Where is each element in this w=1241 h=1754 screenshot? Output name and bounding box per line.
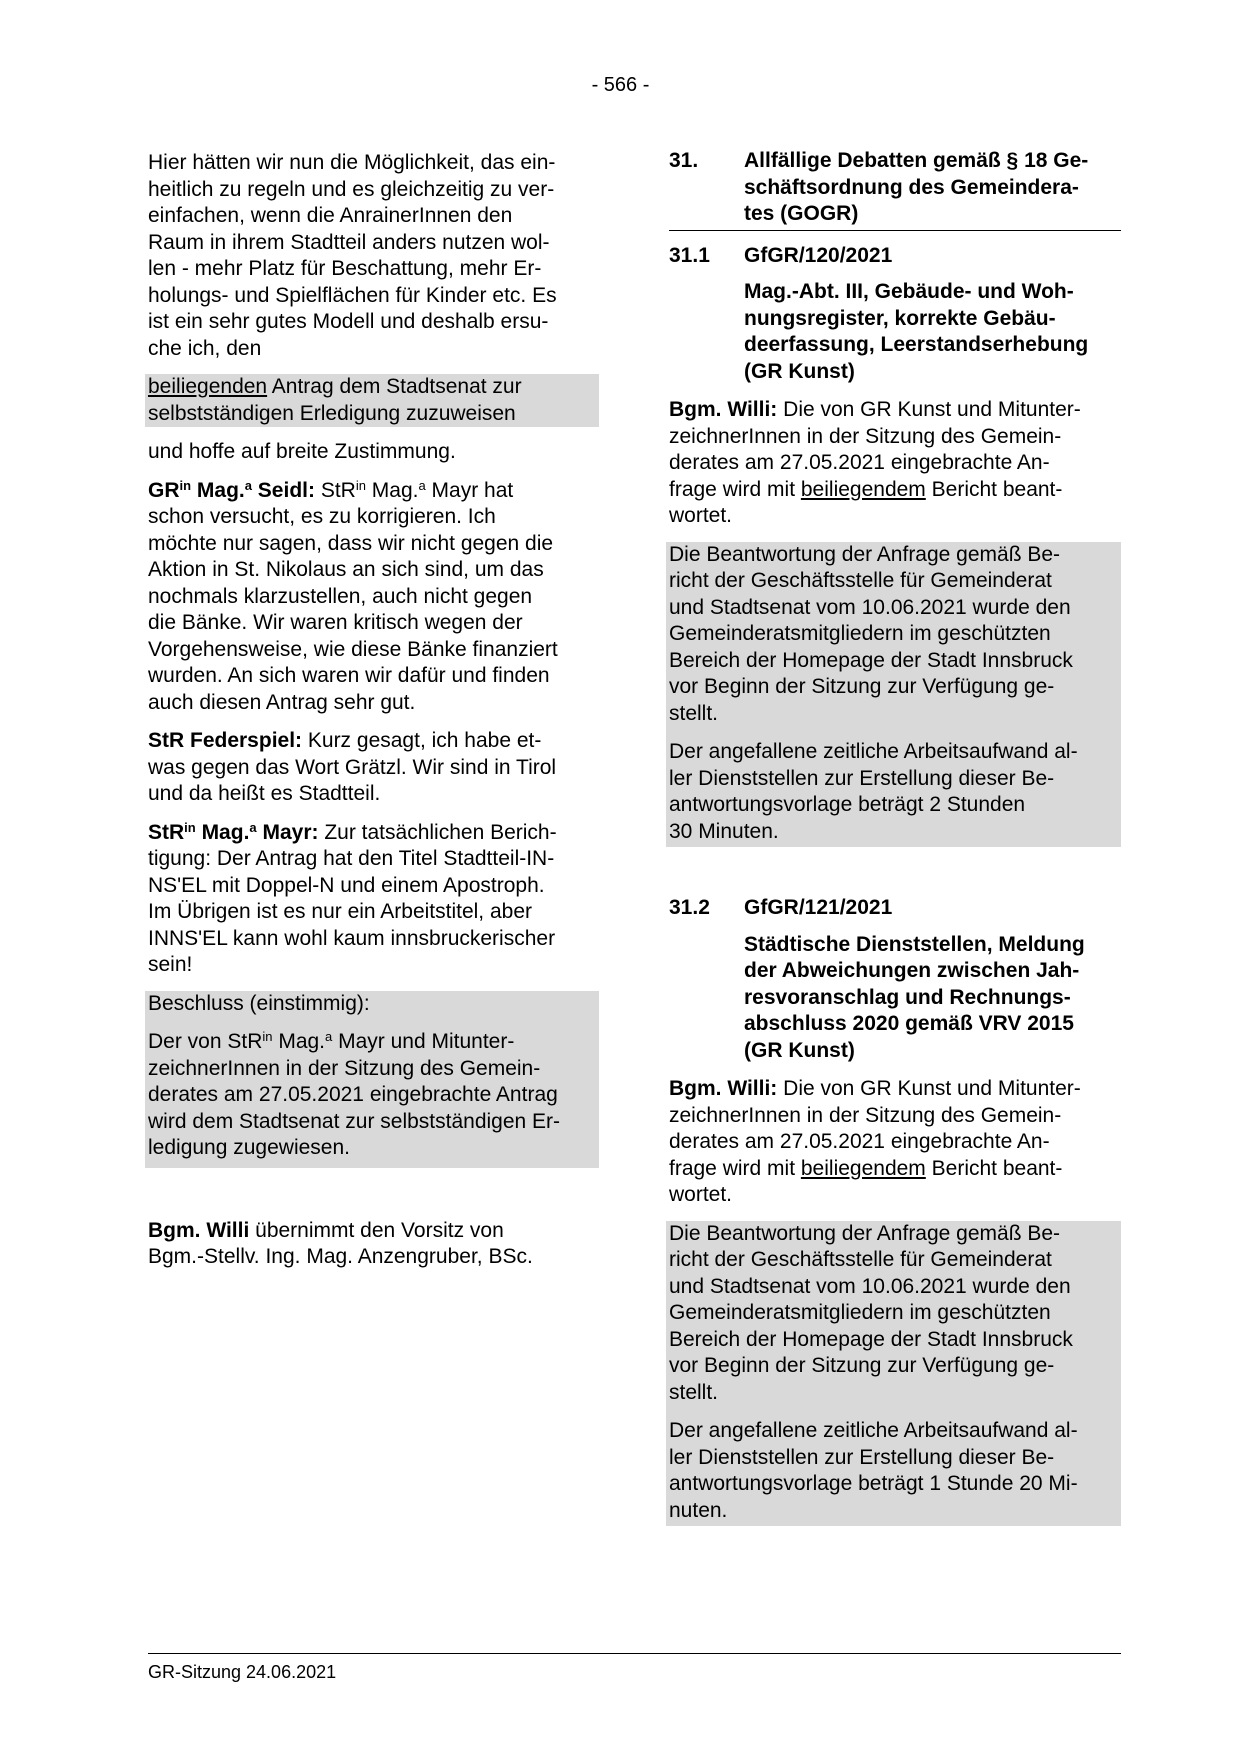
resolution-label: Beschluss (einstimmig): [145,991,599,1030]
agenda-item-31-2: 31.2 GfGR/121/2021 [669,896,893,919]
agenda-item-31-1-answer: Die Beantwortung der Anfrage gemäß Be- richt der Geschäftsstelle für Gemeinderat und Stadtsenat vom 10.06.2021 wurde den Gemeinderatsmitgliedern im geschützten Bereich der Homepage der Stadt Innsbruck vor Beginn der Sitzung zur Verfügung ge- stellt. [666,542,1121,740]
agenda-item-31-1-effort: Der angefallene zeitliche Arbeitsaufwand al- ler Dienststellen zur Erstellung dieser Be- antwortungsvorlage beträgt 2 Stunden 30 Minuten. [666,739,1121,847]
agenda-item-31-2-answer: Die Beantwortung der Anfrage gemäß Be- richt der Geschäftsstelle für Gemeinderat und Stadtsenat vom 10.06.2021 wurde den Gemeinderatsmitgliedern im geschützten Bereich der Homepage der Stadt Innsbruck vor Beginn der Sitzung zur Verfügung ge- stellt. [666,1221,1121,1419]
speaker-federspiel: StR Federspiel: Kurz gesagt, ich habe et- was gegen das Wort Grätzl. Wir sind in Tirol und da heißt es Stadtteil. [148,729,557,805]
intro-paragraph: Hier hätten wir nun die Möglichkeit, das ein- heitlich zu regeln und es gleichzeitig zu ver- einfachen, wenn die AnrainerInnen den Raum in ihrem Stadtteil anders nutzen wol- len - mehr Platz für Beschattung, mehr Er- holungs- und Spielflächen für Kinder etc. Es ist ein sehr gutes Modell und deshalb ersu- che ich, den [148,151,557,360]
chair-change: Bgm. Willi übernimmt den Vorsitz von Bgm.-Stellv. Ing. Mag. Anzengruber, BSc. [148,1218,533,1268]
agenda-item-31: 31. Allfällige Debatten gemäß § 18 Ge- schäftsordnung des Gemeindera- tes (GOGR) [669,148,1121,231]
speaker-seidl: $GR^{in}$ Mag.$^a$ Seidl: StR$^{in}$ Mag.$^a$ Mayr hat schon versucht, es zu korrigieren. Ich möchte nur sagen, dass wir nicht gegen die Aktion in St. Nikolaus an sich sind, um das nochmals klarzustellen, auch nicht gegen die Bänke. Wir waren kritisch wegen der Vorgehensweise, wie diese Bänke finanziert wurden. An sich waren wir dafür und finden auch diesen Antrag sehr gut. [148,477,558,714]
speaker-mayr: StR$^{in}$ Mag.$^a$ Mayr: Zur tatsächlichen Berich- tigung: Der Antrag hat den Titel Stadtteil-IN- NS'EL mit Doppel-N und einem Apostroph. Im Übrigen ist es nur ein Arbeitstitel, aber INNS'EL kann wohl kaum innsbruckerischer sein! [148,819,557,976]
agenda-item-31-2-effort: Der angefallene zeitliche Arbeitsaufwand al- ler Dienststellen zur Erstellung dieser Be- antwortungsvorlage beträgt 1 Stunde 20 Mi- nuten. [666,1418,1121,1526]
page-number: - 566 - [591,74,650,96]
agenda-item-31-2-title: Städtische Dienststellen, Meldung der Abweichungen zwischen Jah- resvoranschlag und Rechnungs- abschluss 2020 gemäß VRV 2015 (GR Kunst) [744,932,1085,1062]
approval-request: und hoffe auf breite Zustimmung. [148,440,456,463]
motion-text: beiliegenden Antrag dem Stadtsenat zur selbstständigen Erledigung zuzuweisen [145,374,599,427]
agenda-item-31-1-speech: Bgm. Willi: Die von GR Kunst und Mitunter- zeichnerInnen in der Sitzung des Gemein- derates am 27.05.2021 eingebrachte An- frage wird mit beiliegendem Bericht beant- wortet. [669,398,1081,527]
agenda-item-31-2-speech: Bgm. Willi: Die von GR Kunst und Mitunter- zeichnerInnen in der Sitzung des Gemein- derates am 27.05.2021 eingebrachte An- frage wird mit beiliegendem Bericht beant- wortet. [669,1077,1081,1206]
agenda-item-31-1-title: Mag.-Abt. III, Gebäude- und Woh- nungsregister, korrekte Gebäu- deerfassung, Leerstandserhebung (GR Kunst) [744,280,1089,383]
right-column [669,148,1121,1526]
footer-session-date: GR-Sitzung 24.06.2021 [148,1662,337,1682]
footer-divider [148,1653,1121,1654]
agenda-item-31-1: 31.1 GfGR/120/2021 [669,243,893,267]
left-column [148,150,599,1271]
resolution-text: Der von StR$^{in}$ Mag.$^a$ Mayr und Mitunter- zeichnerInnen in der Sitzung des Gemein- derates am 27.05.2021 eingebrachte Antrag wird dem Stadtsenat zur selbstständigen Er- ledigung zugewiesen. [145,1029,599,1168]
